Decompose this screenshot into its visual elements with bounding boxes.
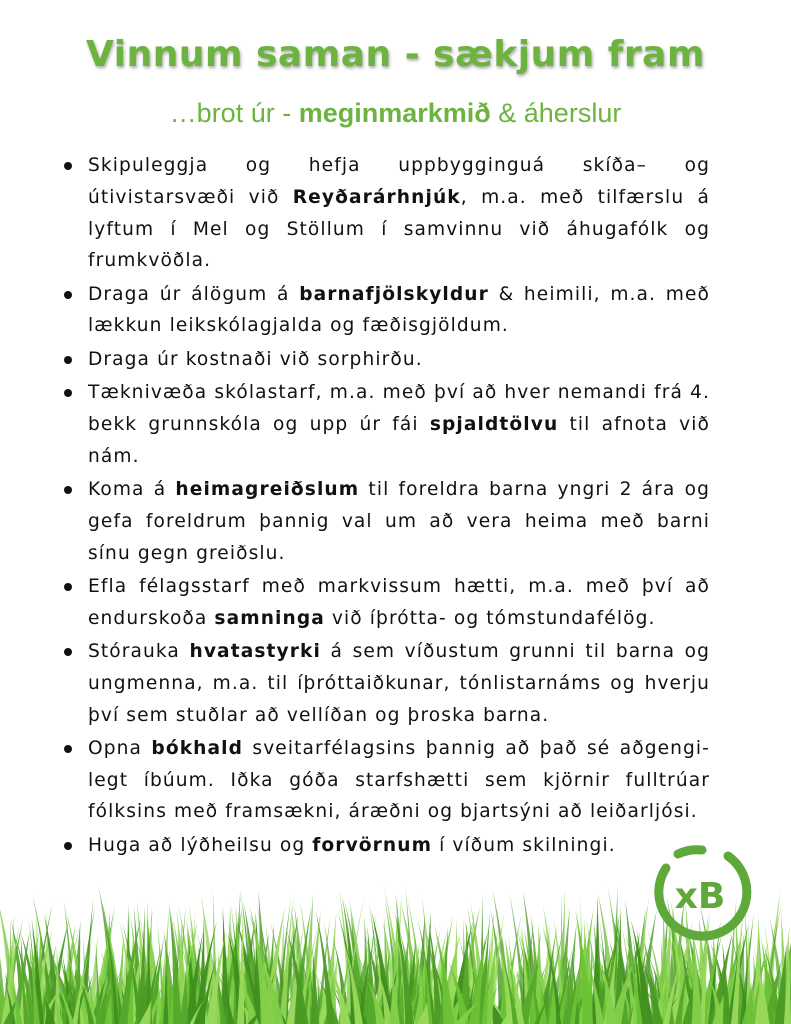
page-subtitle: [0, 98, 791, 129]
list-item: Draga úr álögum á barnafjölskyldur & heimili, m.a. með lækkun leikskólagjalda og fæðisgjöldum.: [60, 279, 710, 343]
logo-text: xB: [674, 876, 726, 917]
list-item: Koma á heimagreiðslum til foreldra barna yngri 2 ára og gefa foreldrum þannig val um að vera heima með barni sínu gegn greiðslu.: [60, 474, 710, 569]
list-item: Draga úr kostnaði við sorphirðu.: [60, 344, 710, 376]
xb-logo-icon: [644, 838, 756, 950]
subtitle-bold: meginmarkmið: [298, 98, 491, 128]
list-item: Efla félagsstarf með markvissum hætti, m.a. með því að endurskoða samninga við íþrótta- og tómstundafélög.: [60, 571, 710, 635]
list-item: Tæknivæða skólastarf, m.a. með því að hver nemandi frá 4. bekk grunnskóla og upp úr fái spjaldtölvu til afnota við nám.: [60, 377, 710, 472]
list-item: Opna bókhald sveitarfélagsins þannig að það sé aðgengi-legt íbúum. Iðka góða starfshætti sem kjörnir fulltrúar fólksins með framsækni, áræðni og bjartsýni að leiðarljósi.: [60, 733, 710, 828]
list-item: Huga að lýðheilsu og forvörnum í víðum skilningi.: [60, 830, 710, 862]
list-item: Stórauka hvatastyrki á sem víðustum grunni til barna og ungmenna, m.a. til íþróttaiðkunar, tónlistarnáms og hverju því sem stuðlar að vellíðan og þroska barna.: [60, 636, 710, 731]
page-title: Vinnum saman - sækjum fram: [86, 34, 705, 75]
list-item: Skipuleggja og hefja uppbygginguá skíða– og útivistarsvæði við Reyðarárhnjúk, m.a. með tilfærslu á lyftum í Mel og Stöllum í samvinnu við áhugafólk og frumkvöðla.: [60, 150, 710, 277]
subtitle-part1: …brot úr -: [169, 98, 299, 128]
goals-list: [60, 150, 710, 863]
subtitle-part2: & áherslur: [490, 98, 622, 128]
